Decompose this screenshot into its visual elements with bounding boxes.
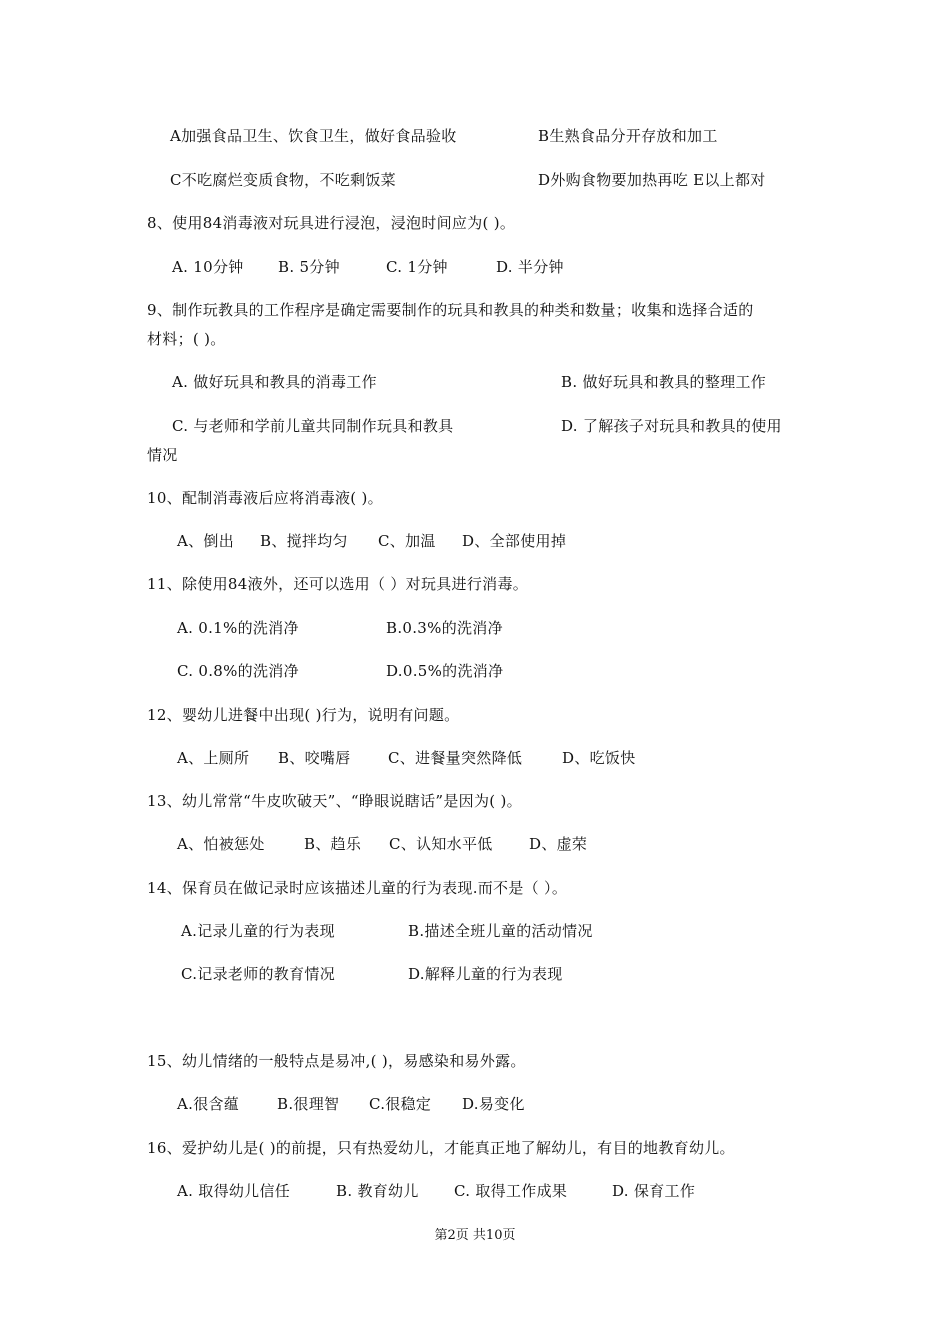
question-13-option-b: B、趋乐 [304,835,362,853]
question-11-option-b: B.0.3%的洗消净 [386,619,503,637]
question-16-option-c: C. 取得工作成果 [454,1182,568,1200]
question-9-option-d-wrap: 情况 [147,446,178,464]
question-8-stem: 8、使用84消毒液对玩具进行浸泡，浸泡时间应为( )。 [147,214,516,232]
prev-option-a: A加强食品卫生、饮食卫生，做好食品验收 [170,127,457,145]
prev-option-c: C不吃腐烂变质食物，不吃剩饭菜 [170,171,396,189]
question-8-option-c: C. 1分钟 [386,258,448,276]
question-11-stem: 11、除使用84液外，还可以选用（ ）对玩具进行消毒。 [147,575,529,593]
question-8-option-a: A. 10分钟 [172,258,244,276]
question-10-option-a: A、倒出 [177,532,235,550]
question-15-option-b: B.很理智 [277,1095,340,1113]
question-10-stem: 10、配制消毒液后应将消毒液( )。 [147,489,383,507]
question-12-option-b: B、咬嘴唇 [278,749,351,767]
question-8-option-b: B. 5分钟 [278,258,340,276]
question-11-option-a: A. 0.1%的洗消净 [177,619,299,637]
question-16-option-d: D. 保育工作 [612,1182,696,1200]
question-14-option-d: D.解释儿童的行为表现 [408,965,563,983]
question-13-option-c: C、认知水平低 [389,835,493,853]
question-11-option-d: D.0.5%的洗消净 [386,662,504,680]
question-10-option-d: D、全部使用掉 [462,532,567,550]
question-16-stem: 16、爱护幼儿是( )的前提，只有热爱幼儿，才能真正地了解幼儿，有目的地教育幼儿。 [147,1139,735,1157]
question-9-option-a: A. 做好玩具和教具的消毒工作 [172,373,377,391]
question-11-option-c: C. 0.8%的洗消净 [177,662,299,680]
prev-option-b: B生熟食品分开存放和加工 [538,127,718,145]
question-8-option-d: D. 半分钟 [496,258,564,276]
page-footer: 第2页 共10页 [434,1228,516,1243]
question-16-option-a: A. 取得幼儿信任 [177,1182,291,1200]
question-12-stem: 12、婴幼儿进餐中出现( )行为，说明有问题。 [147,706,460,724]
question-9-option-b: B. 做好玩具和教具的整理工作 [561,373,767,391]
question-14-option-c: C.记录老师的教育情况 [181,965,336,983]
question-9-option-c: C. 与老师和学前儿童共同制作玩具和教具 [172,417,454,435]
prev-option-de: D外购食物要加热再吃 E以上都对 [538,171,766,189]
question-12-option-d: D、吃饭快 [562,749,636,767]
question-15-option-c: C.很稳定 [369,1095,432,1113]
question-12-option-a: A、上厕所 [177,749,250,767]
question-13-stem: 13、幼儿常常“牛皮吹破天”、“睁眼说瞎话”是因为( )。 [147,792,522,810]
question-13-option-a: A、怕被惩处 [177,835,265,853]
question-10-option-b: B、搅拌均匀 [260,532,348,550]
question-16-option-b: B. 教育幼儿 [336,1182,419,1200]
question-15-option-a: A.很含蕴 [177,1095,240,1113]
question-14-stem: 14、保育员在做记录时应该描述儿童的行为表现.而不是（ ）。 [147,879,568,897]
question-9-option-d: D. 了解孩子对玩具和教具的使用 [561,417,782,435]
question-14-option-a: A.记录儿童的行为表现 [181,922,335,940]
question-13-option-d: D、虚荣 [529,835,588,853]
question-15-stem: 15、幼儿情绪的一般特点是易冲,( )，易感染和易外露。 [147,1052,526,1070]
question-10-option-c: C、加温 [378,532,436,550]
question-9-stem-line1: 9、制作玩教具的工作程序是确定需要制作的玩具和教具的种类和数量；收集和选择合适的 [147,301,754,319]
question-14-option-b: B.描述全班儿童的活动情况 [408,922,593,940]
question-12-option-c: C、进餐量突然降低 [388,749,523,767]
question-9-stem-line2: 材料；( )。 [147,330,226,348]
question-15-option-d: D.易变化 [462,1095,525,1113]
